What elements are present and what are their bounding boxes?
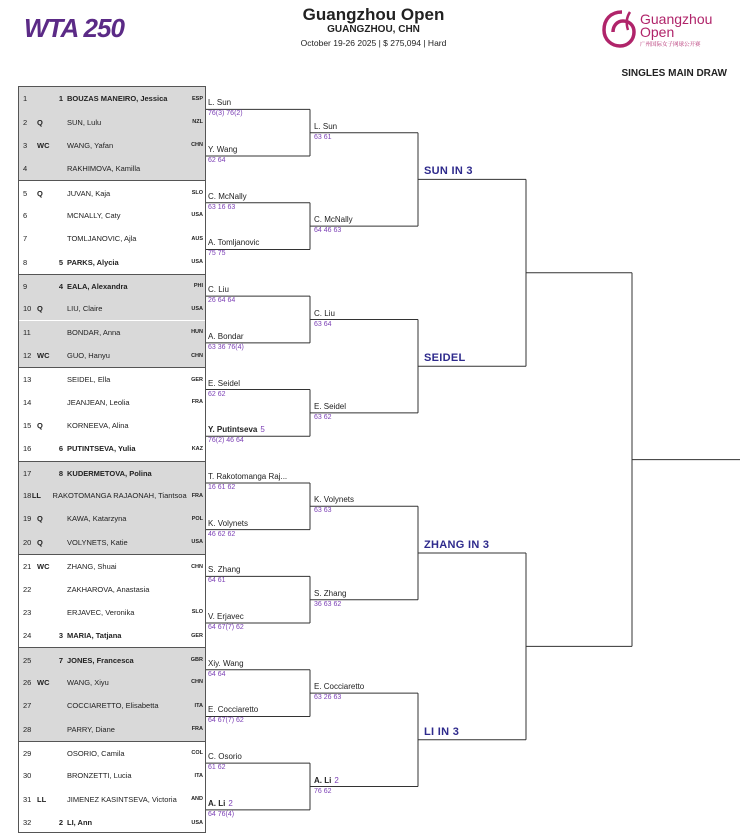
- seed-number: 8: [58, 468, 63, 478]
- country-code: USA: [191, 212, 203, 219]
- country-code: HUN: [191, 329, 203, 336]
- draw-position: 32: [23, 818, 32, 828]
- r2-winner-name: A. Tomljanovic: [208, 238, 260, 248]
- player-name: GUO, Hanyu: [67, 351, 110, 361]
- player-name: WANG, Yafan: [67, 140, 114, 150]
- country-code: AND: [191, 796, 203, 803]
- player-name: ZAKHAROVA, Anastasia: [67, 584, 150, 594]
- seed-number: 3: [58, 631, 63, 641]
- player-name: SEIDEL, Ella: [67, 375, 111, 385]
- r2-winner-name: S. Zhang: [208, 565, 241, 575]
- r2-winner-name: C. McNally: [208, 191, 247, 201]
- country-code: SLO: [191, 190, 203, 197]
- r3-winner-name: S. Zhang: [314, 588, 347, 598]
- r3-winner-name: E. Seidel: [314, 401, 347, 411]
- r2-score: 64 61: [208, 577, 226, 585]
- r2-winner-name: Y. Wang: [208, 145, 238, 155]
- draw-position: 3: [23, 140, 28, 150]
- country-code: NZL: [192, 119, 203, 126]
- country-code: PHI: [193, 283, 203, 290]
- r2-score: 26 64 64: [208, 297, 236, 305]
- country-code: CHN: [191, 563, 203, 570]
- r2-score: 76(3) 76(2): [208, 110, 243, 118]
- player-name: KAWA, Katarzyna: [67, 514, 127, 524]
- r2-score: 46 62 62: [208, 530, 236, 538]
- country-code: KAZ: [191, 445, 203, 452]
- player-name: PARRY, Diane: [67, 724, 115, 734]
- player-name: MCNALLY, Caty: [67, 210, 121, 220]
- quarterfinal-result: ZHANG IN 3: [424, 539, 490, 551]
- seed-number: 4: [58, 281, 63, 291]
- country-code: USA: [191, 819, 203, 826]
- player-name: LI, Ann: [67, 818, 93, 828]
- r2-winner-name: K. Volynets: [208, 518, 249, 528]
- draw-position: 21: [23, 562, 32, 572]
- r3-winner-name: L. Sun: [314, 121, 338, 131]
- r2-winner-name: L. Sun: [208, 98, 232, 108]
- player-name: RAKOTOMANGA RAJAONAH, Tiantsoa: [52, 491, 187, 501]
- country-code: FRA: [191, 726, 203, 733]
- country-code: GER: [191, 376, 203, 383]
- country-code: ITA: [194, 702, 203, 709]
- player-name: SUN, Lulu: [67, 117, 102, 127]
- player-name: WANG, Xiyu: [67, 677, 109, 687]
- r2-winner-name: Xiy. Wang: [208, 658, 244, 668]
- draw-position: 20: [23, 537, 32, 547]
- entry-status: WC: [37, 140, 50, 150]
- r3-winner-name: K. Volynets: [314, 495, 355, 505]
- r2-score: 62 64: [208, 157, 226, 165]
- r2-score: 64 76(4): [208, 810, 235, 818]
- r3-score: 36 63 62: [314, 600, 342, 608]
- player-name: JIMENEZ KASINTSEVA, Victoria: [67, 794, 177, 804]
- draw-position: 5: [23, 188, 28, 198]
- quarterfinal-result: SEIDEL: [424, 352, 466, 365]
- entry-status: LL: [31, 491, 41, 501]
- country-code: FRA: [191, 492, 203, 499]
- player-name: TOMLJANOVIC, Ajla: [67, 234, 137, 244]
- player-name: PUTINTSEVA, Yulia: [67, 444, 136, 454]
- draw-position: 27: [23, 701, 32, 711]
- entry-status: Q: [37, 117, 43, 127]
- r2-winner-name: A. Li 2: [208, 798, 233, 808]
- r3-winner-name: A. Li 2: [314, 775, 339, 785]
- draw-position: 2: [23, 117, 28, 127]
- seed-number: 2: [58, 818, 63, 828]
- draw-position: 4: [23, 164, 28, 174]
- country-code: AUS: [191, 235, 203, 242]
- r2-score: 61 62: [208, 764, 226, 772]
- r3-score: 63 64: [314, 320, 332, 328]
- entry-status: Q: [37, 537, 43, 547]
- player-name: OSORIO, Camila: [67, 748, 125, 758]
- draw-position: 12: [23, 351, 32, 361]
- player-name: MARIA, Tatjana: [67, 631, 122, 641]
- player-name: RAKHIMOVA, Kamilla: [67, 164, 141, 174]
- seed-number: 6: [58, 444, 63, 454]
- draw-position: 25: [23, 655, 32, 665]
- r2-score: 75 75: [208, 250, 226, 258]
- draw-position: 18: [23, 491, 32, 501]
- r2-winner-name: E. Cocciaretto: [208, 705, 259, 715]
- draw-position: 23: [23, 607, 32, 617]
- player-name: JEANJEAN, Leolia: [67, 397, 130, 407]
- r2-winner-name: V. Erjavec: [208, 612, 244, 622]
- draw-position: 24: [23, 631, 32, 641]
- country-code: USA: [191, 539, 203, 546]
- draw-position: 11: [23, 327, 31, 337]
- draw-position: 28: [23, 724, 32, 734]
- draw-position: 6: [23, 210, 28, 220]
- logo-line1: Guangzhou: [640, 11, 713, 27]
- draw-position: 7: [23, 234, 28, 244]
- country-code: USA: [191, 259, 203, 266]
- country-code: ITA: [194, 772, 203, 779]
- draw-position: 14: [23, 397, 32, 407]
- draw-position: 8: [23, 257, 28, 267]
- r2-score: 64 64: [208, 670, 226, 678]
- seed-number: 7: [58, 655, 63, 665]
- r2-winner-name: A. Bondar: [208, 331, 244, 341]
- draw-position: 19: [23, 514, 32, 524]
- country-code: FRA: [191, 399, 203, 406]
- country-code: ESP: [191, 95, 203, 102]
- entry-status: WC: [37, 562, 50, 572]
- r2-score: 62 62: [208, 390, 226, 398]
- tournament-title: Guangzhou Open: [302, 5, 445, 24]
- seed-tag: 5: [260, 425, 265, 435]
- country-code: USA: [191, 305, 203, 312]
- r2-score: 63 16 63: [208, 203, 236, 211]
- r3-winner-name: E. Cocciaretto: [314, 682, 365, 692]
- r3-winner-name: C. Liu: [314, 308, 335, 318]
- r2-score: 64 67(7) 62: [208, 717, 244, 725]
- r2-score: 64 67(7) 62: [208, 624, 244, 632]
- r2-winner-name: Y. Putintseva 5: [208, 425, 265, 435]
- seed-number: 1: [58, 94, 63, 104]
- r2-winner-name: C. Osorio: [208, 752, 242, 762]
- player-name: LIU, Claire: [67, 304, 103, 314]
- r2-score: 76(2) 46 64: [208, 437, 244, 445]
- country-code: POL: [191, 515, 203, 522]
- r3-score: 76 62: [314, 787, 332, 795]
- country-code: GER: [191, 632, 203, 639]
- player-name: KORNEEVA, Alina: [67, 421, 129, 431]
- wta-logo-text: WTA 250: [24, 13, 124, 43]
- draw-position: 22: [23, 584, 32, 594]
- logo-chinese-text: 广州国际女子网球公开赛: [640, 42, 701, 48]
- player-name: ZHANG, Shuai: [67, 562, 117, 572]
- entry-status: WC: [37, 677, 50, 687]
- r3-score: 63 61: [314, 133, 332, 141]
- player-name: EALA, Alexandra: [67, 281, 128, 291]
- player-name: COCCIARETTO, Elisabetta: [67, 701, 159, 711]
- r3-score: 63 62: [314, 413, 332, 421]
- entry-status: Q: [37, 188, 43, 198]
- draw-position: 13: [23, 375, 32, 385]
- player-name: KUDERMETOVA, Polina: [67, 468, 152, 478]
- player-name: JUVAN, Kaja: [67, 188, 111, 198]
- country-code: GBR: [190, 657, 203, 664]
- draw-position: 29: [23, 748, 32, 758]
- draw-position: 31: [23, 794, 32, 804]
- country-code: COL: [191, 750, 203, 757]
- player-name: BONDAR, Anna: [67, 327, 121, 337]
- r2-winner-name: T. Rakotomanga Raj...: [208, 471, 288, 481]
- draw-position: 1: [23, 94, 28, 104]
- seed-tag: 2: [334, 775, 339, 785]
- player-name: BOUZAS MANEIRO, Jessica: [67, 94, 168, 104]
- seed-tag: 2: [228, 798, 233, 808]
- singles-main-draw-label: SINGLES MAIN DRAW: [621, 68, 727, 79]
- entry-status: WC: [37, 351, 50, 361]
- country-code: CHN: [191, 142, 203, 149]
- player-name: ERJAVEC, Veronika: [67, 607, 135, 617]
- r2-winner-name: E. Seidel: [208, 378, 241, 388]
- country-code: CHN: [191, 679, 203, 686]
- quarterfinal-result: LI IN 3: [424, 725, 460, 738]
- r3-score: 63 63: [314, 507, 332, 515]
- draw-position: 30: [23, 771, 32, 781]
- r3-score: 64 46 63: [314, 227, 342, 235]
- player-name: JONES, Francesca: [67, 655, 134, 665]
- r3-score: 63 26 63: [314, 694, 342, 702]
- player-name: VOLYNETS, Katie: [67, 537, 128, 547]
- draw-position: 9: [23, 281, 28, 291]
- draw-position: 26: [23, 677, 32, 687]
- seed-number: 5: [58, 257, 63, 267]
- logo-line2: Open: [640, 24, 675, 40]
- tournament-info: October 19-26 2025 | $ 275,094 | Hard: [300, 38, 447, 48]
- tournament-city: GUANGZHOU, CHN: [327, 24, 420, 35]
- r2-winner-name: C. Liu: [208, 285, 229, 295]
- draw-position: 16: [23, 444, 32, 454]
- entry-status: Q: [37, 304, 43, 314]
- entry-status: Q: [37, 514, 43, 524]
- draw-position: 17: [23, 468, 32, 478]
- player-name: PARKS, Alycia: [67, 257, 119, 267]
- r2-score: 63 36 76(4): [208, 343, 244, 351]
- draw-position: 10: [23, 304, 32, 314]
- country-code: SLO: [191, 609, 203, 616]
- r2-score: 16 61 62: [208, 483, 236, 491]
- country-code: CHN: [191, 352, 203, 359]
- quarterfinal-result: SUN IN 3: [424, 165, 473, 178]
- player-name: BRONZETTI, Lucia: [67, 771, 132, 781]
- entry-status: Q: [37, 421, 43, 431]
- entry-status: LL: [37, 794, 47, 804]
- r3-winner-name: C. McNally: [314, 215, 353, 225]
- draw-position: 15: [23, 421, 32, 431]
